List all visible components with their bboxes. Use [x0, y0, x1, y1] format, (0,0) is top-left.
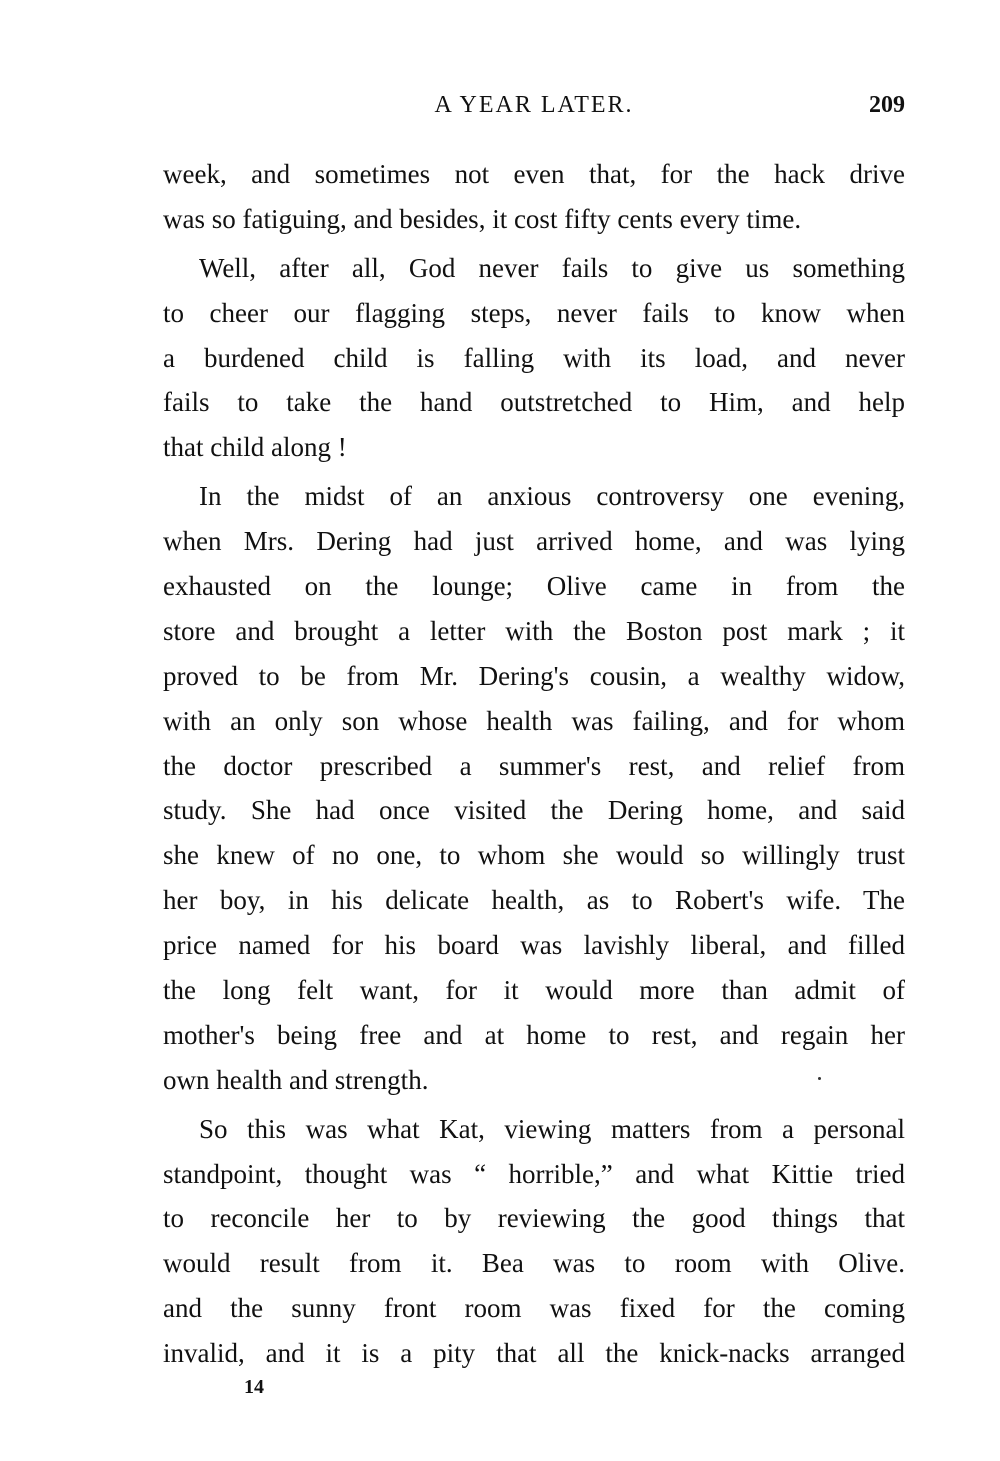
signature-mark: 14: [244, 1376, 264, 1398]
text-line: invalid, and it is a pity that all the knick-nacks arranged: [163, 1338, 905, 1369]
text-line: study. She had once visited the Dering home, and said: [163, 795, 905, 826]
text-line: So this was what Kat, viewing matters from a personal: [199, 1113, 905, 1144]
text-line: with an only son whose health was failing, and for whom: [163, 705, 905, 736]
body-text: [163, 152, 905, 1380]
text-line: would result from it. Bea was to room with Olive.: [163, 1248, 905, 1279]
text-line: to reconcile her to by reviewing the good things that: [163, 1203, 905, 1234]
text-line: own health and strength.: [163, 1064, 429, 1095]
text-line: price named for his board was lavishly liberal, and filled: [163, 930, 905, 961]
paragraph: [163, 152, 905, 242]
paragraph: [163, 474, 905, 1102]
text-line: a burdened child is falling with its load, and never: [163, 342, 905, 373]
text-line: she knew of no one, to whom she would so willingly trust: [163, 840, 905, 871]
text-line: proved to be from Mr. Dering's cousin, a wealthy widow,: [163, 660, 905, 691]
text-line: fails to take the hand outstretched to Him, and help: [163, 387, 905, 418]
text-line: and the sunny front room was fixed for the coming: [163, 1293, 905, 1324]
text-line: standpoint, thought was “ horrible,” and what Kittie tried: [163, 1158, 905, 1189]
text-line: exhausted on the lounge; Olive came in from the: [163, 571, 905, 602]
text-line: the doctor prescribed a summer's rest, and relief from: [163, 750, 905, 781]
text-line: to cheer our flagging steps, never fails to know when: [163, 297, 905, 328]
text-line: Well, after all, God never fails to give us something: [199, 252, 905, 283]
text-line: was so fatiguing, and besides, it cost fifty cents every time.: [163, 203, 802, 234]
text-line: week, and sometimes not even that, for the hack drive: [163, 159, 905, 189]
running-title: A YEAR LATER.: [434, 92, 634, 118]
paragraph: [163, 1107, 905, 1376]
text-line: In the midst of an anxious controversy one evening,: [199, 481, 905, 512]
text-line: the long felt want, for it would more than admit of: [163, 975, 905, 1006]
text-line: store and brought a letter with the Boston post mark ; it: [163, 615, 905, 646]
paragraph: [163, 246, 905, 470]
text-line: when Mrs. Dering had just arrived home, and was lying: [163, 526, 905, 557]
running-header: [163, 88, 905, 128]
text-line: mother's being free and at home to rest, and regain her: [163, 1019, 905, 1050]
text-line: that child along !: [163, 432, 347, 463]
text-line: her boy, in his delicate health, as to Robert's wife. The: [163, 885, 905, 916]
page-number: 209: [869, 92, 905, 118]
print-speck: [818, 1077, 821, 1080]
